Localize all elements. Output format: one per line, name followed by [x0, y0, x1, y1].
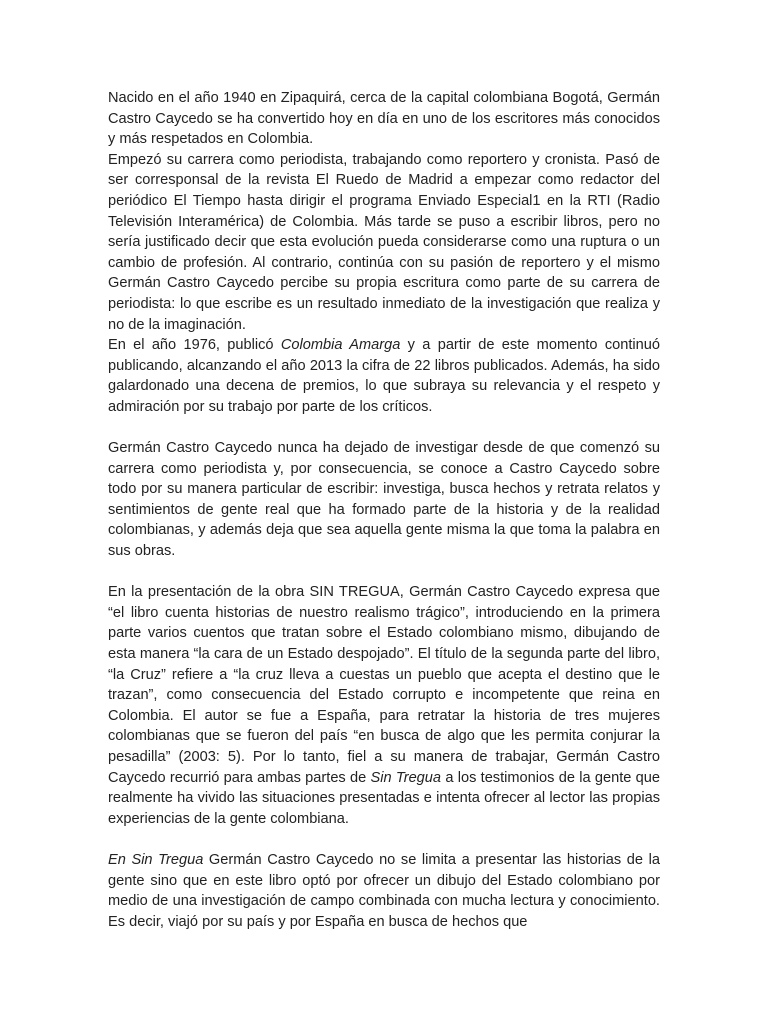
- paragraph-5-text-b: a los testimonios de la gente que realmente ha vivido las situaciones presentadas e intenta ofrecer al lector las propias experiencias de la gente colombiana.: [108, 769, 660, 827]
- paragraph-6-text: Germán Castro Caycedo no se limita a presentar las historias de la gente sino que en este libro optó por ofrecer un dibujo del Estado colombiano por medio de una investigación de campo combinada con mucha lectura y conocimiento. Es decir, viajó por su país y por España en busca de hechos que: [108, 851, 660, 930]
- paragraph-1: [108, 88, 660, 150]
- book-title-colombia-amarga: Colombia Amarga: [280, 337, 401, 354]
- paragraph-4: [108, 438, 660, 562]
- paragraph-1-text: Nacido en el año 1940 en Zipaquirá, cerca de la capital colombiana Bogotá, Germán Castro Caycedo se ha convertido hoy en día en uno de los escritores más conocidos y más respetados en Colombia.: [108, 90, 660, 148]
- paragraph-2-text: Empezó su carrera como periodista, trabajando como reportero y cronista. Pasó de ser corresponsal de la revista El Ruedo de Madrid a empezar como redactor del periódico El Tiempo hasta dirigir el programa Enviado Especial1 en la RTI (Radio Televisión Interamérica) de Colombia. Más tarde se puso a escribir libros, pero no sería justificado decir que esta evolución pueda considerarse como una ruptura o un cambio de profesión. Al contrario, continúa con su pasión de reportero y el mismo Germán Castro Caycedo percibe su propia escritura como parte de su carrera de periodista: lo que escribe es un resultado inmediato de la investigación que realiza y no de la imaginación.: [108, 151, 660, 333]
- paragraph-5: [108, 582, 660, 829]
- book-title-sin-tregua: Sin Tregua: [370, 769, 442, 786]
- paragraph-4-text: Germán Castro Caycedo nunca ha dejado de investigar desde de que comenzó su carrera como periodista y, por consecuencia, se conoce a Castro Caycedo sobre todo por su manera particular de escribir: investiga, busca hechos y retrata relatos y sentimientos de gente real que ha formado parte de la historia y de la realidad colombianas, y además deja que sea aquella gente misma la que toma la palabra en sus obras.: [108, 440, 660, 560]
- paragraph-3: [108, 335, 660, 417]
- paragraph-6: [108, 850, 660, 932]
- paragraph-3-text-b: y a partir de este momento continuó publicando, alcanzando el año 2013 la cifra de 22 libros publicados. Además, ha sido galardonado una decena de premios, lo que subraya su relevancia y el respeto y admiración por su trabajo por parte de los críticos.: [108, 337, 660, 415]
- paragraph-6-italic-lead: En Sin Tregua: [108, 851, 204, 868]
- paragraph-5-text-a: En la presentación de la obra SIN TREGUA, Germán Castro Caycedo expresa que “el libro cuenta historias de nuestro realismo trágico”, introduciendo en la primera parte varios cuentos que tratan sobre el Estado colombiano mismo, dibujando de esta manera “la cara de un Estado despojado”. El título de la segunda parte del libro, “la Cruz” refiere a “la cruz lleva a cuestas un pueblo que acepta el destino que le trazan”, como consecuencia del Estado corrupto e incompetente que reina en Colombia. El autor se fue a España, para retratar la historia de tres mujeres colombianas que se fueron del país “en busca de algo que les permita conjurar la pesadilla” (2003: 5). Por lo tanto, fiel a su manera de trabajar, Germán Castro Caycedo recurrió para ambas partes de: [108, 584, 660, 786]
- document-page: [108, 88, 660, 932]
- paragraph-3-text-a: En el año 1976, publicó: [108, 337, 281, 354]
- paragraph-2: [108, 150, 660, 335]
